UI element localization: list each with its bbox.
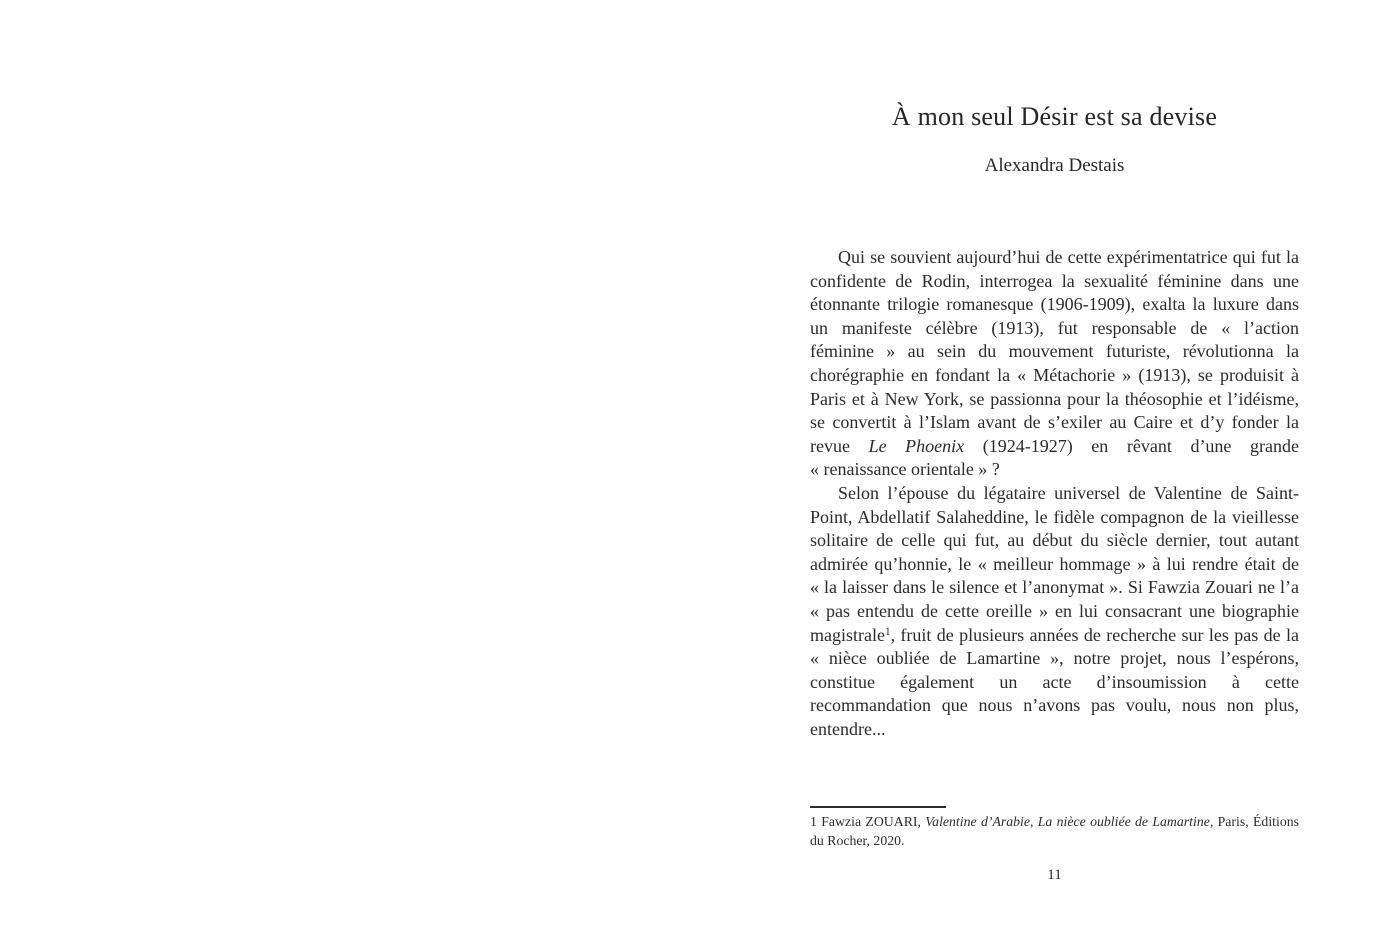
paragraph-1-text-end: (1924-1927) en rêvant d’une grande « renaissance orientale » ? (810, 435, 1299, 480)
footnote-reference-marker: 1 (884, 625, 891, 638)
chapter-title: À mon seul Désir est sa devise (891, 102, 1218, 131)
chapter-author: Alexandra Destais (984, 155, 1125, 176)
footnote-book-title-italic: Valentine d’Arabie, La nièce oubliée de Lamartine, (925, 814, 1214, 829)
paragraph-1 (810, 246, 1299, 482)
text-column (810, 0, 1299, 949)
footnote-citation-start: 1 Fawzia ZOUARI, (810, 814, 926, 829)
paragraph-2 (810, 482, 1299, 742)
footnote (810, 812, 1299, 850)
paragraph-2-text: Selon l’épouse du légataire universel de Valentine de Saint-Point, Abdellatif Salaheddine, le fidèle compagnon de la vieillesse solitaire de celle qui fut, au début du siècle dernier, tout autant admirée qu’honnie, le « meilleur hommage » à lui rendre était de « la laisser dans le silence et l’anonymat ». Si Fawzia Zouari ne l’a « pas entendu de cette oreille » en lui consacrant une biographie magistrale (810, 482, 1299, 645)
page-number: 11 (1047, 867, 1062, 883)
paragraph-2-text-end: , fruit de plusieurs années de recherche sur les pas de la « nièce oubliée de Lamartine », notre projet, nous l’espérons, constitue également un acte d’insoumission à cette recommandation que nous n’avons pas voulu, nous non plus, entendre... (810, 624, 1299, 739)
body-text (810, 246, 1299, 741)
footnote-citation-end: Paris, Éditions du Rocher, 2020. (810, 814, 1299, 849)
footnote-separator-rule (810, 806, 946, 808)
paragraph-1-text: Qui se souvient aujourd’hui de cette expérimentatrice qui fut la confidente de Rodin, interrogea la sexualité féminine dans une étonnante trilogie romanesque (1906-1909), exalta la luxure dans un manifeste célèbre (1913), fut responsable de « l’action féminine » au sein du mouvement futuriste, révolutionna la chorégraphie en fondant la « Métachorie » (1913), se produisit à Paris et à New York, se passionna pour la théosophie et l’idéisme, se convertit à l’Islam avant de s’exiler au Caire et d’y fonder la revue (810, 247, 1299, 456)
journal-title-italic: Le Phoenix (868, 435, 965, 456)
